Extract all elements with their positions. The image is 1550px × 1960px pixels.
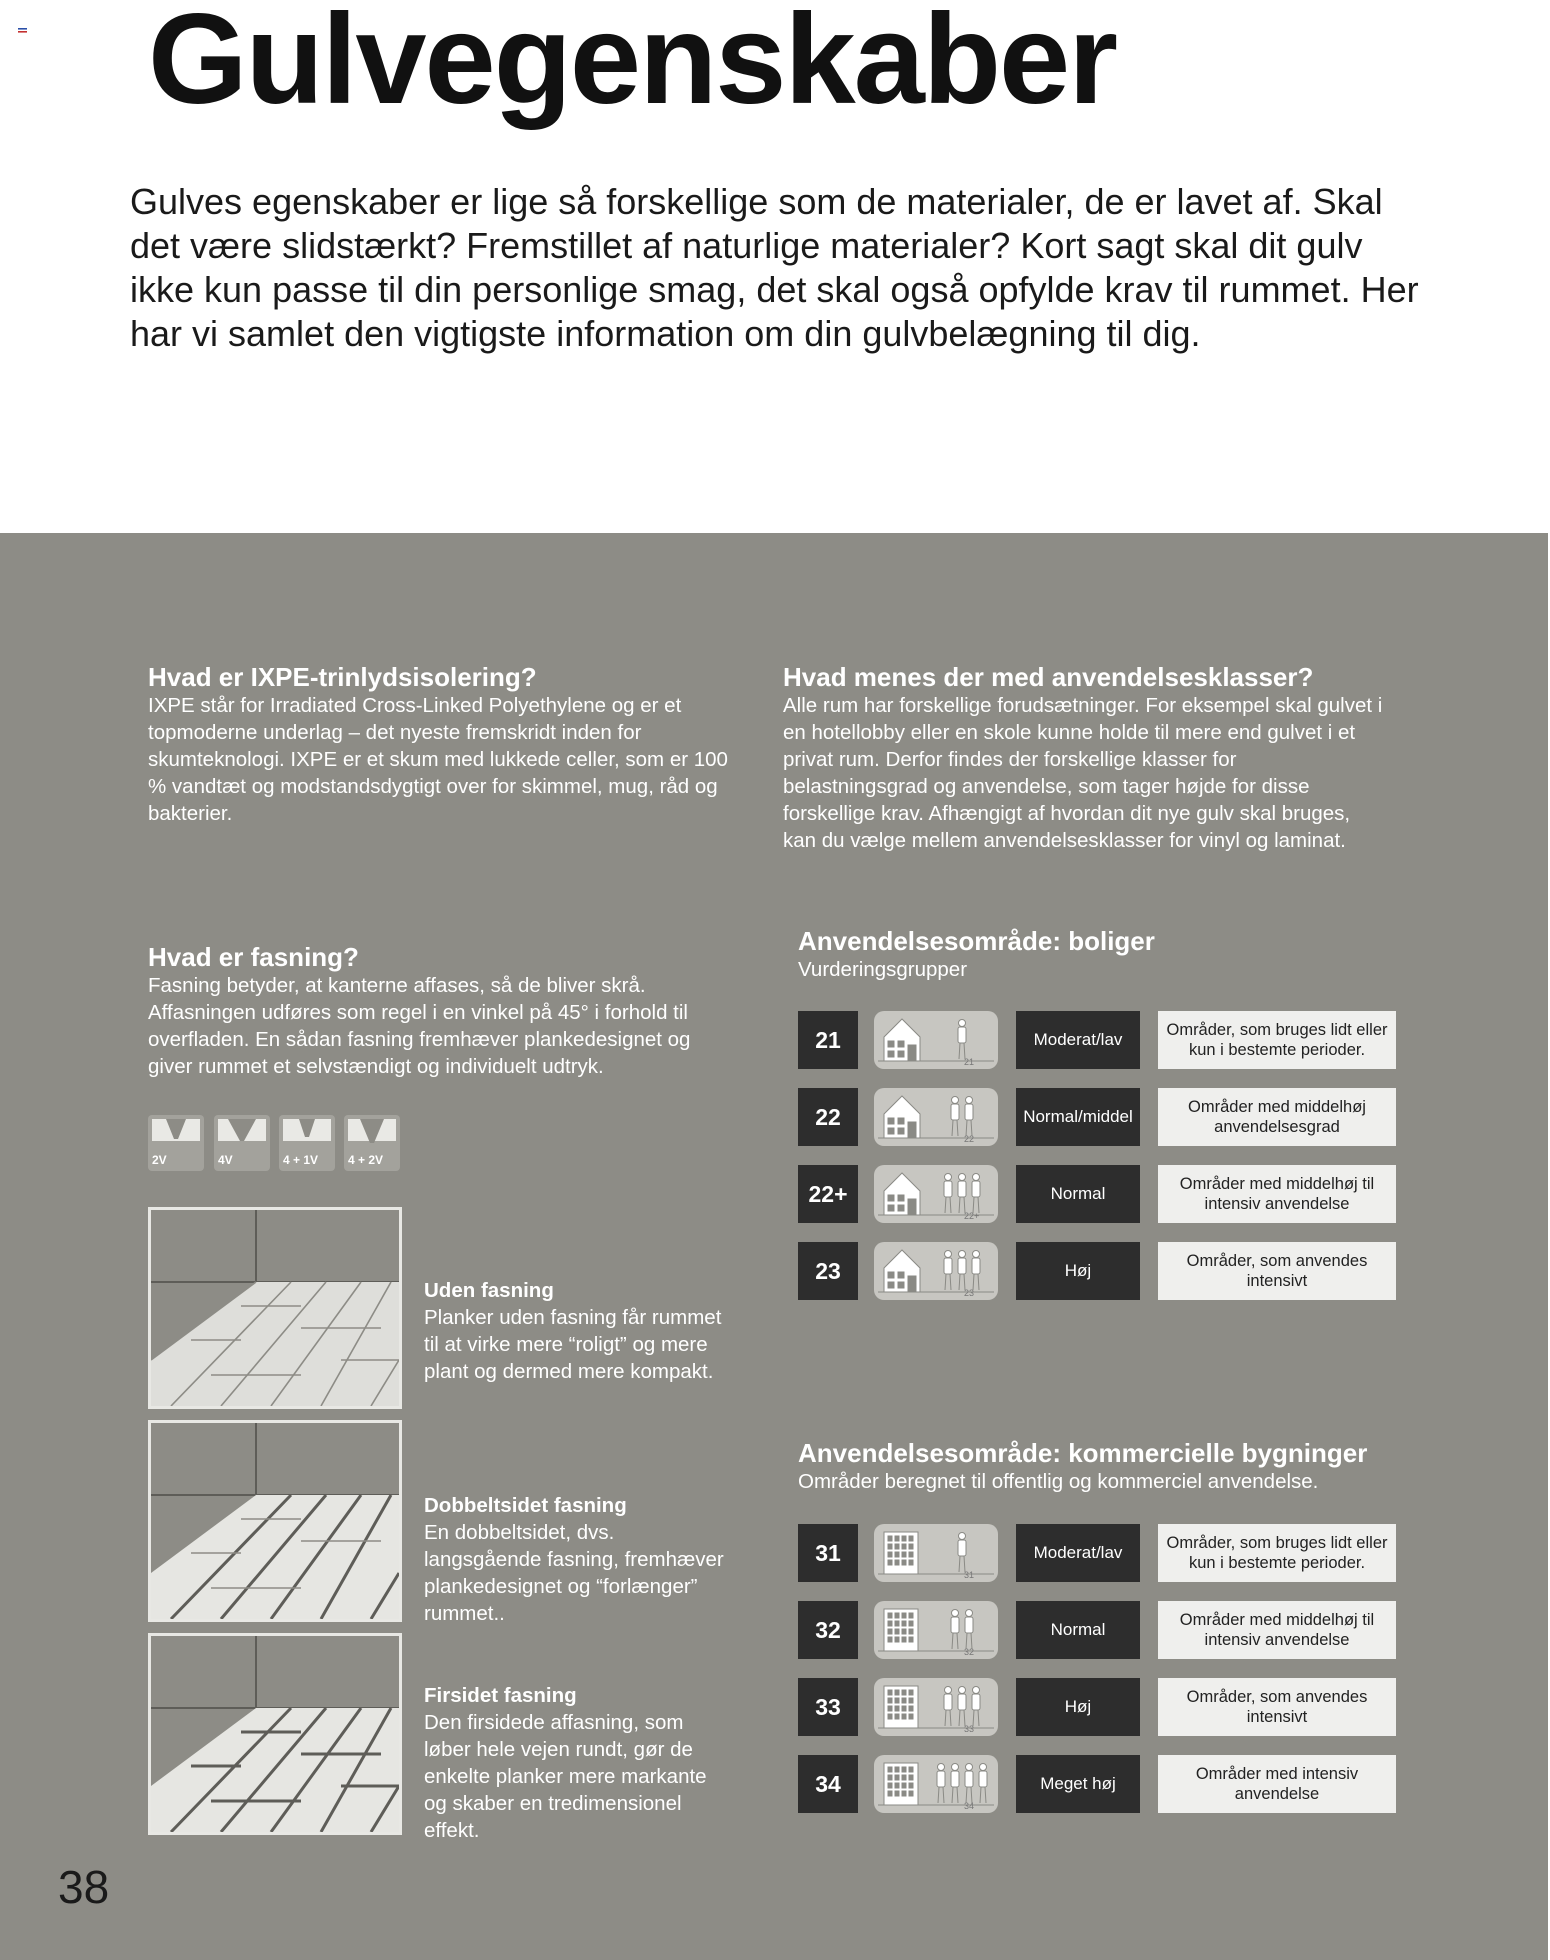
- four-bevel-title: Firsidet fasning: [424, 1684, 577, 1707]
- house-icon: [874, 1011, 998, 1069]
- no-bevel-title: Uden fasning: [424, 1279, 554, 1302]
- commercial-subheading: Områder beregnet til offentlig og kommerciel anvendelse.: [798, 1470, 1319, 1493]
- residential-section: [798, 926, 1438, 983]
- class-icon-number: 22+: [964, 1211, 980, 1221]
- bevel-section: [148, 942, 728, 1080]
- bevel-type-label: 4V: [218, 1153, 233, 1167]
- class-description: Områder med middelhøj til intensiv anvendelse: [1158, 1601, 1396, 1659]
- class-description: Områder, som anvendes intensivt: [1158, 1242, 1396, 1300]
- class-level: Høj: [1016, 1242, 1140, 1300]
- class-icon-number: 23: [964, 1288, 975, 1298]
- class-description: Områder, som anvendes intensivt: [1158, 1678, 1396, 1736]
- class-level: Normal/middel: [1016, 1088, 1140, 1146]
- residential-heading: Anvendelsesområde: boliger: [798, 926, 1155, 956]
- bevel-type-4-2v: [344, 1115, 400, 1171]
- class-description: Områder, som bruges lidt eller kun i bestemte perioder.: [1158, 1011, 1396, 1069]
- commercial-heading: Anvendelsesområde: kommercielle bygninger: [798, 1438, 1368, 1468]
- class-icon: [874, 1088, 998, 1146]
- class-level: Normal: [1016, 1165, 1140, 1223]
- building-icon: [874, 1755, 998, 1813]
- classes-body: Alle rum har forskellige forudsætninger. For eksempel skal gulvet i en hotellobby eller en skole kunne holde til mere end gulvet i et privat rum. Derfor findes der forskellige klasser for belastningsgrad og anvendelse, som tager højde for disse forskellige krav. Afhængigt af hvordan dit nye gulv skal bruges, kan du vælge mellem anvendelsesklasser for vinyl og laminat.: [783, 694, 1383, 852]
- class-icon-number: 31: [964, 1570, 975, 1580]
- bevel-type-4v: [214, 1115, 270, 1171]
- class-icon: [874, 1601, 998, 1659]
- class-icon: [874, 1524, 998, 1582]
- class-number: 22: [798, 1088, 858, 1146]
- house-icon: [874, 1242, 998, 1300]
- class-description: Områder med intensiv anvendelse: [1158, 1755, 1396, 1813]
- class-number: 22+: [798, 1165, 858, 1223]
- no-bevel-description: [424, 1277, 724, 1385]
- class-description: Områder, som bruges lidt eller kun i bestemte perioder.: [1158, 1524, 1396, 1582]
- class-number: 34: [798, 1755, 858, 1813]
- building-icon: [874, 1524, 998, 1582]
- bevel-body: Fasning betyder, at kanterne affases, så de bliver skrå. Affasningen udføres som regel i en vinkel på 45° i forhold til overfladen. En sådan fasning fremhæver plankedesignet og giver rummet et selvstændigt og individuelt udtryk.: [148, 974, 691, 1078]
- class-number: 32: [798, 1601, 858, 1659]
- class-icon: [874, 1165, 998, 1223]
- class-number: 33: [798, 1678, 858, 1736]
- class-icon-number: 22: [964, 1134, 975, 1144]
- bevel-4v-icon: [218, 1119, 266, 1149]
- class-icon: [874, 1678, 998, 1736]
- class-level: Normal: [1016, 1601, 1140, 1659]
- house-icon: [874, 1088, 998, 1146]
- ixpe-heading: Hvad er IXPE-trinlydsisolering?: [148, 662, 537, 692]
- class-level: Moderat/lav: [1016, 1011, 1140, 1069]
- floor-illustration-double-bevel: [148, 1420, 402, 1622]
- no-bevel-text: Planker uden fasning får rummet til at virke mere “roligt” og mere plant og dermed mere kompakt.: [424, 1306, 722, 1383]
- four-bevel-text: Den firsidede affasning, som løber hele vejen rundt, gør de enkelte planker mere markante og skaber en tredimensionel effekt.: [424, 1711, 707, 1842]
- bevel-type-2v: [148, 1115, 204, 1171]
- bevel-type-4-1v: [279, 1115, 335, 1171]
- page-number: 38: [58, 1861, 110, 1913]
- class-number: 21: [798, 1011, 858, 1069]
- double-bevel-description: [424, 1492, 724, 1627]
- commercial-section: [798, 1438, 1478, 1495]
- page-title: Gulvegenskaber: [148, 0, 1116, 131]
- bevel-type-label: 2V: [152, 1153, 167, 1167]
- class-level: Moderat/lav: [1016, 1524, 1140, 1582]
- class-icon: [874, 1242, 998, 1300]
- intro-paragraph: Gulves egenskaber er lige så forskellige som de materialer, de er lavet af. Skal det være slidstærkt? Fremstillet af naturlige materialer? Kort sagt skal dit gulv ikke kun passe til din personlige smag, det skal også opfylde krav til rummet. Her har vi samlet den vigtigste information om din gulvbelægning til dig.: [130, 181, 1419, 354]
- bevel-2v-icon: [152, 1119, 200, 1149]
- building-icon: [874, 1678, 998, 1736]
- class-icon-number: 32: [964, 1647, 975, 1657]
- class-icon-number: 34: [964, 1801, 975, 1811]
- class-description: Områder med middelhøj til intensiv anvendelse: [1158, 1165, 1396, 1223]
- residential-subheading: Vurderingsgrupper: [798, 958, 968, 981]
- class-level: Høj: [1016, 1678, 1140, 1736]
- bevel-4-2v-icon: [348, 1119, 396, 1149]
- class-description: Områder med middelhøj anvendelsesgrad: [1158, 1088, 1396, 1146]
- class-icon: [874, 1755, 998, 1813]
- class-icon-number: 33: [964, 1724, 975, 1734]
- class-icon: [874, 1011, 998, 1069]
- class-level: Meget høj: [1016, 1755, 1140, 1813]
- bevel-4-1v-icon: [283, 1119, 331, 1149]
- floor-illustration-no-bevel: [148, 1207, 402, 1409]
- classes-section: [783, 662, 1383, 854]
- house-icon: [874, 1165, 998, 1223]
- double-bevel-text: En dobbeltsidet, dvs. langsgående fasning, fremhæver plankedesignet og “forlænger” rummet..: [424, 1521, 724, 1625]
- bevel-type-label: 4 + 2V: [348, 1153, 384, 1167]
- classes-heading: Hvad menes der med anvendelsesklasser?: [783, 662, 1314, 692]
- building-icon: [874, 1601, 998, 1659]
- bevel-type-label: 4 + 1V: [283, 1153, 319, 1167]
- class-number: 31: [798, 1524, 858, 1582]
- ixpe-section: [148, 662, 728, 827]
- four-bevel-description: [424, 1682, 724, 1844]
- corner-mark: [18, 20, 27, 25]
- double-bevel-title: Dobbeltsidet fasning: [424, 1494, 627, 1517]
- floor-illustration-four-bevel: [148, 1633, 402, 1835]
- class-icon-number: 21: [964, 1057, 975, 1067]
- class-number: 23: [798, 1242, 858, 1300]
- bevel-heading: Hvad er fasning?: [148, 942, 359, 972]
- ixpe-body: IXPE står for Irradiated Cross-Linked Polyethylene og er et topmoderne underlag – det nyeste fremskridt inden for skumteknologi. IXPE er et skum med lukkede celler, som er 100 % vandtæt og modstandsdygtigt over for skimmel, mug, råd og bakterier.: [148, 694, 728, 825]
